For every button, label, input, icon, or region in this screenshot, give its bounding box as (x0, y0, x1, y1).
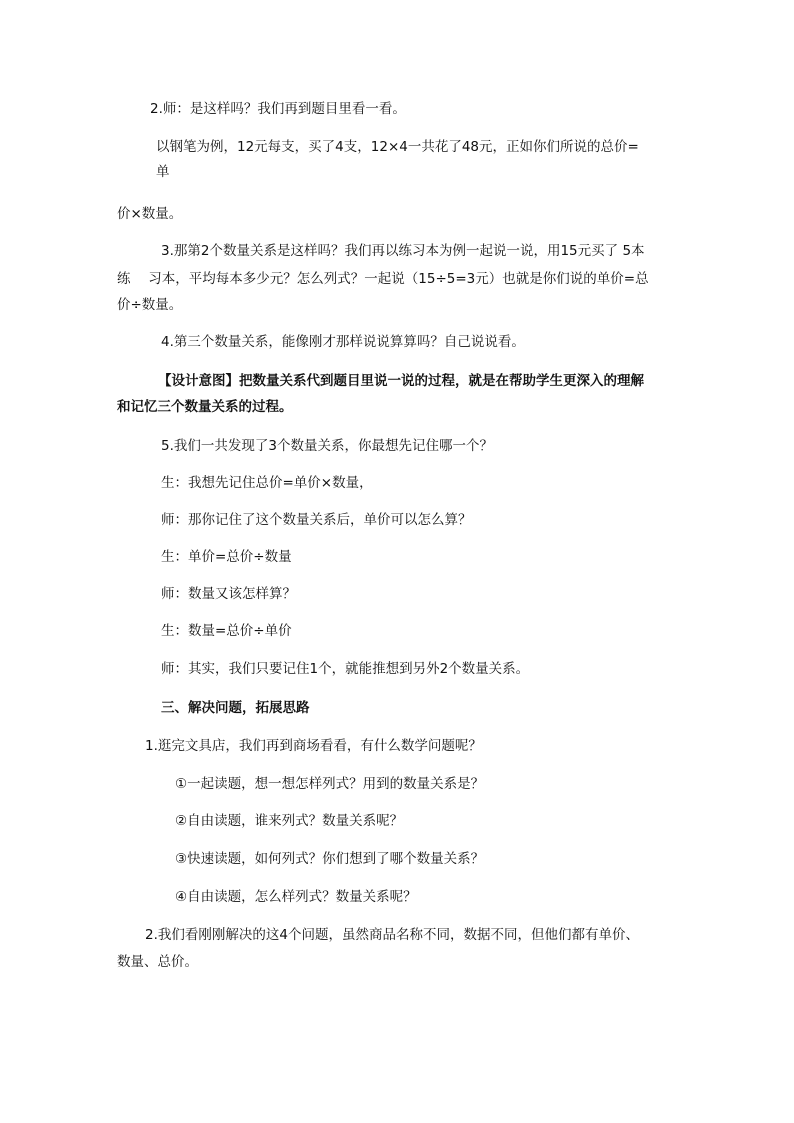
section-3-heading: 三、解决问题，拓展思路 (161, 700, 310, 716)
section-3-item-2-line-1: 2.我们看刚刚解决的这4个问题，虽然商品名称不同，数据不同，但他们都有单价、 (145, 927, 639, 943)
paragraph-3-line-2: 练 习本，平均每本多少元？怎么列式？一起说（15÷5=3元）也就是你们说的单价=总 (117, 271, 649, 287)
design-intent-line-1: 【设计意图】把数量关系代到题目里说一说的过程，就是在帮助学生更深入的理解 (158, 373, 644, 389)
paragraph-2-line-3: 单 (156, 164, 170, 180)
paragraph-4-line-1: 4.第三个数量关系，能像刚才那样说说算算吗？自己说说看。 (161, 334, 525, 350)
section-3-sub-2: ②自由读题，谁来列式？数量关系呢？ (175, 813, 404, 829)
paragraph-3-line-3: 价÷数量。 (117, 297, 183, 313)
design-intent-line-2: 和记忆三个数量关系的过程。 (117, 399, 293, 415)
paragraph-2-line-4: 价×数量。 (117, 206, 183, 222)
dialog-line-4: 师：数量又该怎样算？ (161, 586, 296, 602)
dialog-line-6: 师：其实，我们只要记住1个，就能推想到另外2个数量关系。 (161, 661, 530, 677)
section-3-item-2-line-2: 数量、总价。 (117, 954, 198, 970)
paragraph-2-line-2: 以钢笔为例，12元每支，买了4支，12×4一共花了48元，正如你们所说的总价= (156, 139, 639, 155)
dialog-line-1: 生：我想先记住总价=单价×数量， (161, 475, 373, 491)
paragraph-5-line-1: 5.我们一共发现了3个数量关系，你最想先记住哪一个？ (161, 438, 493, 454)
dialog-line-3: 生：单价=总价÷数量 (161, 549, 292, 565)
dialog-line-5: 生：数量=总价÷单价 (161, 623, 292, 639)
dialog-line-2: 师：那你记住了这个数量关系后，单价可以怎么算？ (161, 512, 472, 528)
section-3-item-1: 1.逛完文具店，我们再到商场看看，有什么数学问题呢？ (145, 738, 482, 754)
section-3-sub-3: ③快速读题，如何列式？你们想到了哪个数量关系？ (175, 851, 485, 867)
paragraph-2-line-1: 2.师：是这样吗？我们再到题目里看一看。 (150, 101, 406, 117)
section-3-sub-1: ①一起读题，想一想怎样列式？用到的数量关系是？ (175, 776, 485, 792)
paragraph-3-line-1: 3.那第2个数量关系是这样吗？我们再以练习本为例一起说一说，用15元买了 5本 (161, 243, 645, 259)
section-3-sub-4: ④自由读题，怎么样列式？数量关系呢？ (175, 889, 417, 905)
